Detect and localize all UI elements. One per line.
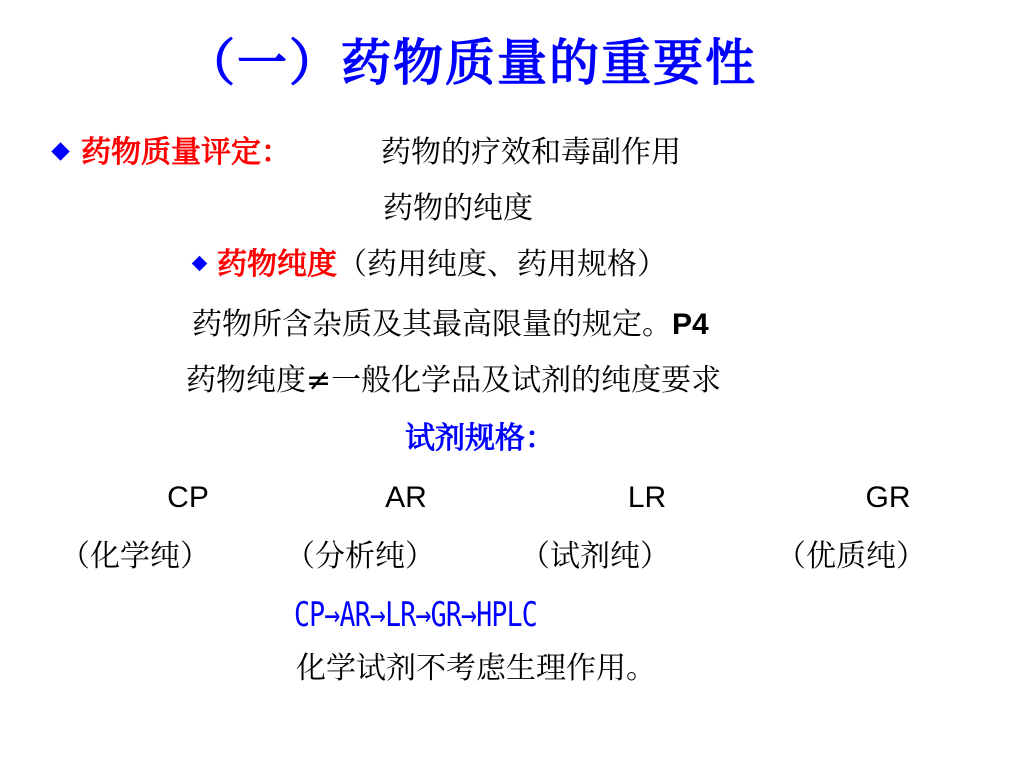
- grade-name-gr: （优质纯）: [776, 539, 926, 574]
- assessment-line-1: 药物的疗效和毒副作用: [381, 135, 681, 170]
- purity-label: 药物纯度: [217, 247, 337, 282]
- page-title: （一）药物质量的重要性: [185, 34, 757, 92]
- grade-name-ar: （分析纯）: [285, 539, 435, 574]
- diamond-bullet-icon: [51, 142, 69, 160]
- assessment-label: 药物质量评定：: [81, 135, 291, 170]
- page-reference: P4: [672, 308, 709, 341]
- assessment-line-2: 药物的纯度: [383, 191, 533, 226]
- assessment-label-row: [50, 135, 291, 170]
- grade-code-ar: AR: [385, 481, 427, 514]
- grade-code-cp: CP: [167, 481, 209, 514]
- diamond-bullet-icon: [192, 255, 208, 271]
- purity-comparison: 药物纯度≠一般化学品及试剂的纯度要求: [186, 363, 722, 398]
- purity-definition: 药物所含杂质及其最高限量的规定。: [192, 307, 672, 342]
- grade-code-lr: LR: [627, 481, 667, 514]
- purity-definition-row: [192, 307, 709, 342]
- purity-row: [190, 247, 667, 282]
- reagent-note: 化学试剂不考虑生理作用。: [296, 651, 656, 686]
- grade-sequence: CP→AR→LR→GR→HPLC: [294, 595, 537, 635]
- grade-name-cp: （化学纯）: [60, 539, 210, 574]
- grade-code-gr: GR: [865, 481, 911, 514]
- purity-paren: （药用纯度、药用规格）: [337, 247, 667, 282]
- grade-name-lr: （试剂纯）: [520, 539, 670, 574]
- reagent-heading: 试剂规格：: [405, 421, 555, 456]
